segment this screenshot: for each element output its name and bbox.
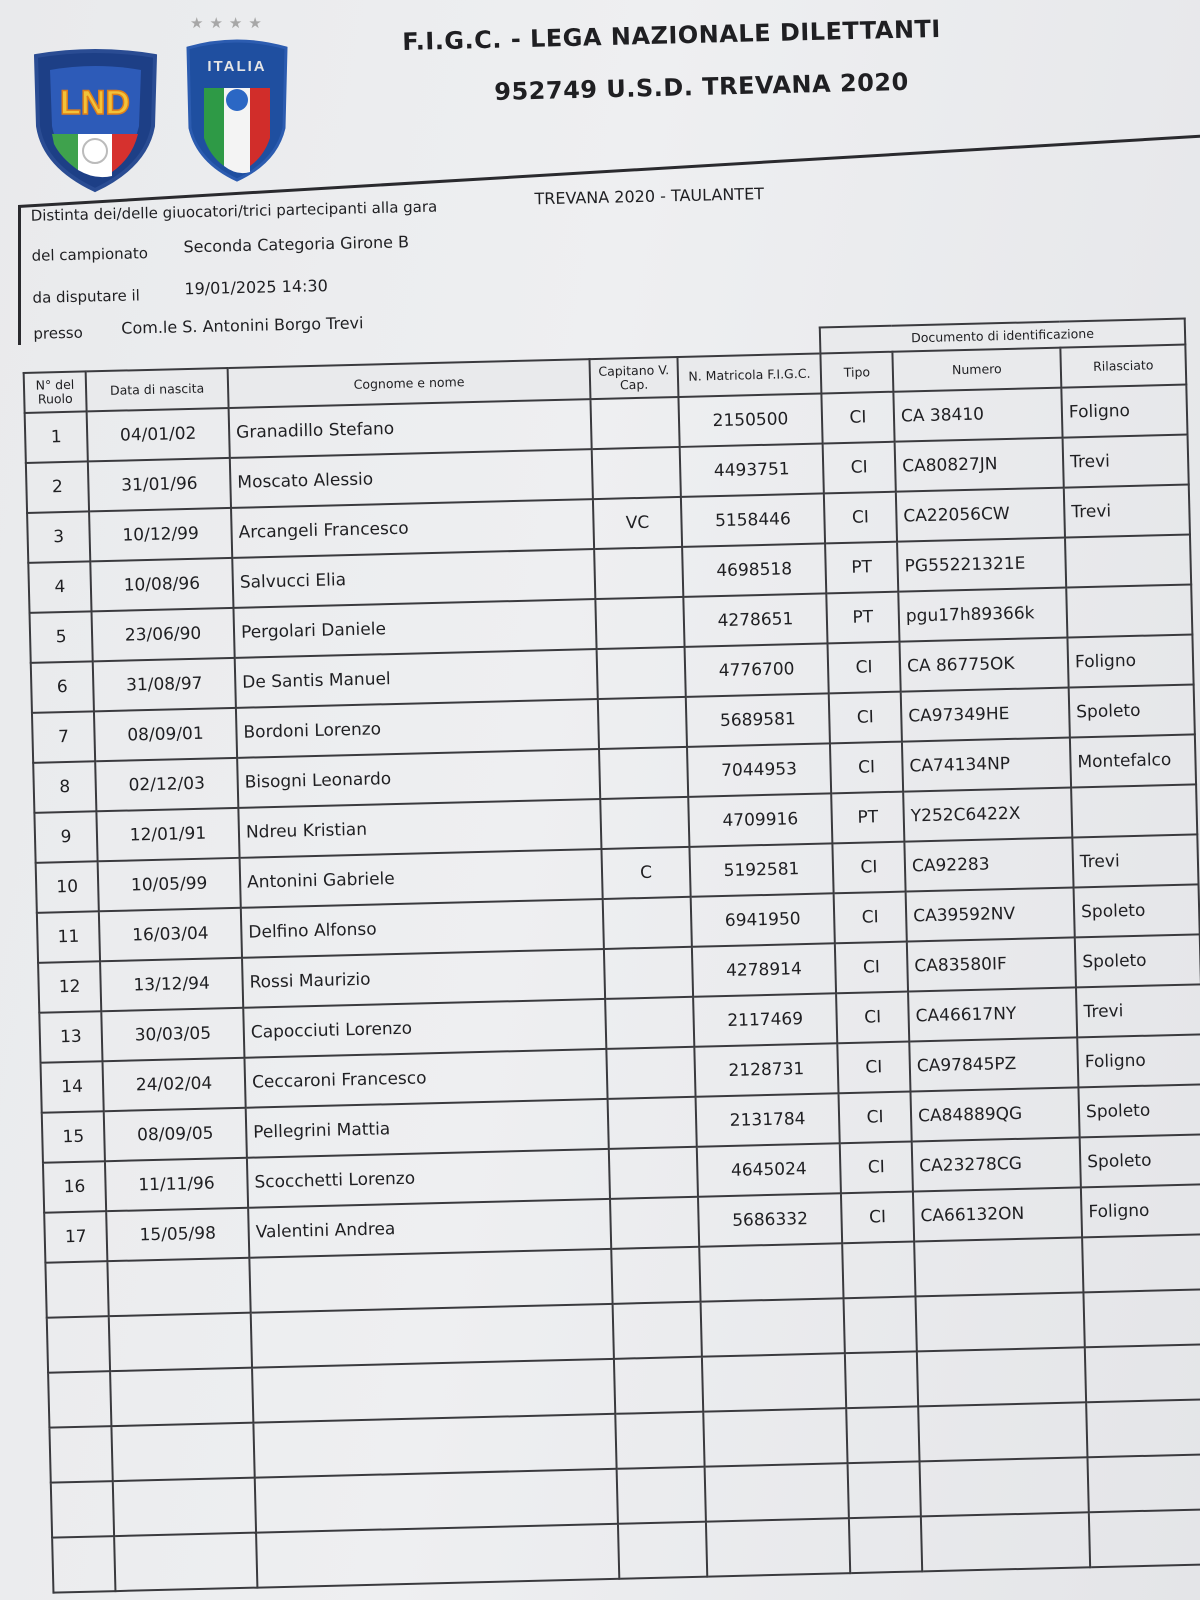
dob-cell: 10/05/99 — [98, 858, 241, 911]
doc-type-cell: PT — [831, 792, 904, 844]
captain-cell: VC — [593, 497, 682, 549]
col-matricola: N. Matricola F.I.G.C. — [677, 353, 821, 396]
campionato-value: Seconda Categoria Girone B — [183, 232, 410, 257]
col-ruolo: N° del Ruolo — [24, 371, 87, 413]
doc-number-cell: CA39592NV — [906, 887, 1075, 941]
dob-cell: 08/09/05 — [104, 1108, 247, 1161]
matricola-cell: 5192581 — [689, 843, 833, 896]
doc-number-cell: CA 86775OK — [899, 638, 1068, 692]
col-nome: Cognome e nome — [228, 359, 591, 408]
captain-cell — [603, 897, 692, 949]
captain-cell — [592, 447, 681, 499]
matricola-cell: 5686332 — [698, 1193, 842, 1246]
blank-cell — [1085, 1344, 1200, 1402]
doc-type-cell: CI — [823, 442, 896, 494]
name-cell: Moscato Alessio — [230, 449, 593, 508]
issued-by-cell: Trevi — [1072, 834, 1198, 887]
name-cell: Pergolari Daniele — [233, 599, 596, 658]
blank-cell — [256, 1524, 619, 1588]
blank-cell — [915, 1292, 1084, 1351]
blank-cell — [914, 1237, 1083, 1296]
captain-cell: C — [601, 847, 690, 899]
doc-number-cell: PG55221321E — [897, 538, 1066, 592]
presso-label: presso — [33, 323, 83, 343]
blank-cell — [917, 1347, 1086, 1406]
captain-cell — [598, 697, 687, 749]
figc-logo-text: ITALIA — [207, 58, 267, 75]
blank-cell — [48, 1371, 111, 1427]
captain-cell — [597, 647, 686, 699]
col-nascita: Data di nascita — [86, 368, 229, 411]
blank-cell — [109, 1313, 252, 1371]
figc-logo — [182, 16, 292, 184]
ruolo-cell: 12 — [38, 961, 101, 1012]
issued-by-cell: Foligno — [1067, 634, 1193, 687]
blank-cell — [45, 1261, 108, 1317]
issued-by-cell — [1071, 784, 1197, 837]
doc-type-cell: CI — [828, 642, 901, 694]
issued-by-cell: Spoleto — [1074, 884, 1200, 937]
lnd-logo — [28, 48, 163, 193]
issued-by-cell: Spoleto — [1080, 1134, 1200, 1187]
ruolo-cell: 9 — [34, 811, 97, 862]
issued-by-cell: Trevi — [1063, 435, 1189, 488]
matricola-cell: 4709916 — [688, 793, 832, 846]
blank-cell — [52, 1536, 115, 1592]
lnd-logo-text: LND — [60, 84, 130, 122]
blank-cell — [110, 1368, 253, 1426]
doc-number-cell: CA66132ON — [913, 1187, 1082, 1241]
doc-type-cell: PT — [826, 592, 899, 644]
team-subtitle: 952749 U.S.D. TREVANA 2020 — [494, 67, 910, 106]
matricola-cell: 4645024 — [697, 1143, 841, 1196]
blank-cell — [845, 1351, 918, 1408]
issued-by-cell: Spoleto — [1075, 934, 1200, 987]
data-label: da disputare il — [32, 286, 141, 307]
issued-by-cell: Spoleto — [1069, 684, 1195, 737]
blank-cell — [615, 1412, 704, 1469]
name-cell: Granadillo Stefano — [229, 399, 592, 458]
ruolo-cell: 13 — [39, 1011, 102, 1062]
blank-cell — [252, 1359, 615, 1423]
name-cell: Delfino Alfonso — [241, 899, 604, 958]
name-cell: Salvucci Elia — [232, 549, 595, 608]
dob-cell: 12/01/91 — [96, 808, 239, 861]
blank-cell — [842, 1241, 915, 1298]
doc-number-cell: CA80827JN — [895, 438, 1064, 492]
captain-cell — [599, 747, 688, 799]
captain-cell — [608, 1097, 697, 1149]
name-cell: Pellegrini Mattia — [246, 1099, 609, 1158]
issued-by-cell: Trevi — [1064, 485, 1190, 538]
blank-cell — [706, 1518, 850, 1576]
ruolo-cell: 4 — [28, 561, 91, 612]
captain-cell — [595, 597, 684, 649]
blank-cell — [49, 1426, 112, 1482]
doc-type-cell: CI — [840, 1142, 913, 1194]
dob-cell: 08/09/01 — [94, 708, 237, 761]
ruolo-cell: 6 — [31, 661, 94, 712]
col-numero: Numero — [892, 348, 1061, 392]
doc-number-cell: CA84889QG — [910, 1087, 1079, 1141]
issued-by-cell: Montefalco — [1070, 734, 1196, 787]
name-cell: Bisogni Leonardo — [237, 749, 600, 808]
blank-cell — [614, 1357, 703, 1414]
ruolo-cell: 3 — [27, 511, 90, 562]
ruolo-cell: 14 — [41, 1061, 104, 1112]
name-cell: Bordoni Lorenzo — [236, 699, 599, 758]
ruolo-cell: 10 — [36, 861, 99, 912]
matricola-cell: 7044953 — [687, 743, 831, 796]
matricola-cell: 2131784 — [696, 1093, 840, 1146]
matricola-cell: 2128731 — [694, 1043, 838, 1096]
players-table — [22, 318, 1200, 1594]
left-rule — [18, 205, 21, 345]
name-cell: Valentini Andrea — [248, 1199, 611, 1258]
issued-by-cell: Trevi — [1076, 984, 1200, 1037]
blank-cell — [613, 1302, 702, 1359]
blank-cell — [705, 1463, 849, 1521]
ruolo-cell: 16 — [43, 1161, 106, 1212]
doc-type-cell: CI — [837, 1042, 910, 1094]
dob-cell: 16/03/04 — [99, 908, 242, 961]
page-title: F.I.G.C. - LEGA NAZIONALE DILETTANTI — [402, 14, 942, 56]
issued-by-cell: Foligno — [1077, 1034, 1200, 1087]
blank-cell — [114, 1533, 257, 1591]
issued-by-cell: Foligno — [1081, 1184, 1200, 1237]
ruolo-cell: 17 — [44, 1211, 107, 1262]
doc-number-cell: CA 38410 — [893, 388, 1062, 442]
dob-cell: 30/03/05 — [101, 1008, 244, 1061]
dob-cell: 31/08/97 — [93, 658, 236, 711]
captain-cell — [594, 547, 683, 599]
blank-cell — [51, 1481, 114, 1537]
matricola-cell: 4776700 — [685, 643, 829, 696]
doc-type-cell: CI — [832, 842, 905, 894]
ruolo-cell: 8 — [33, 761, 96, 812]
matricola-cell: 4493751 — [680, 443, 824, 496]
dob-cell: 10/12/99 — [89, 508, 232, 561]
ruolo-cell: 1 — [25, 411, 88, 462]
captain-cell — [604, 947, 693, 999]
dob-cell: 13/12/94 — [100, 958, 243, 1011]
ruolo-cell: 7 — [32, 711, 95, 762]
doc-number-cell: CA46617NY — [908, 987, 1077, 1041]
dob-cell: 10/08/96 — [90, 558, 233, 611]
name-cell: Ndreu Kristian — [238, 799, 601, 858]
players-table-wrap — [22, 318, 1200, 1594]
doc-type-cell: CI — [836, 992, 909, 1044]
dob-cell: 23/06/90 — [92, 608, 235, 661]
dob-cell: 04/01/02 — [87, 408, 230, 461]
ruolo-cell: 5 — [30, 611, 93, 662]
blank-cell — [846, 1406, 919, 1463]
captain-cell — [610, 1197, 699, 1249]
data-value: 19/01/2025 14:30 — [184, 276, 328, 299]
captain-cell — [600, 797, 689, 849]
blank-cell — [848, 1461, 921, 1518]
dob-cell: 24/02/04 — [102, 1058, 245, 1111]
gara-value: TREVANA 2020 - TAULANTET — [534, 184, 765, 209]
doc-type-cell: CI — [821, 392, 894, 444]
blank-cell — [47, 1316, 110, 1372]
doc-number-cell: CA23278CG — [912, 1137, 1081, 1191]
matricola-cell: 5689581 — [686, 693, 830, 746]
captain-cell — [609, 1147, 698, 1199]
blank-cell — [920, 1457, 1089, 1516]
doc-number-cell: CA97845PZ — [909, 1037, 1078, 1091]
doc-number-cell: CA97349HE — [901, 688, 1070, 742]
doc-number-cell: Y252C6422X — [903, 788, 1072, 842]
blank-cell — [702, 1353, 846, 1411]
captain-cell — [605, 997, 694, 1049]
ruolo-cell: 15 — [42, 1111, 105, 1162]
captain-cell — [606, 1047, 695, 1099]
matricola-cell: 2117469 — [693, 993, 837, 1046]
doc-number-cell: pgu17h89366k — [898, 588, 1067, 642]
doc-type-cell: CI — [830, 742, 903, 794]
dob-cell: 11/11/96 — [105, 1158, 248, 1211]
name-cell: Capocciuti Lorenzo — [243, 999, 606, 1058]
blank-cell — [1086, 1399, 1200, 1457]
blank-cell — [253, 1414, 616, 1478]
data-line — [32, 276, 328, 307]
name-cell: Antonini Gabriele — [240, 849, 603, 908]
doc-type-cell: CI — [839, 1092, 912, 1144]
doc-type-cell: CI — [835, 942, 908, 994]
blank-cell — [255, 1469, 618, 1533]
blank-cell — [1087, 1454, 1200, 1512]
blank-cell — [1082, 1234, 1200, 1292]
dob-cell: 02/12/03 — [95, 758, 238, 811]
name-cell: Arcangeli Francesco — [231, 499, 594, 558]
doc-number-cell: CA74134NP — [902, 738, 1071, 792]
col-capitano: Capitano V. Cap. — [589, 357, 678, 399]
blank-cell — [618, 1522, 707, 1579]
doc-type-cell: CI — [824, 492, 897, 544]
gara-label: Distinta dei/delle giuocatori/trici partecipanti alla gara — [30, 197, 438, 225]
blank-cell — [699, 1243, 843, 1301]
doc-number-cell: CA92283 — [904, 837, 1073, 891]
doc-type-cell: PT — [825, 542, 898, 594]
matricola-cell: 4278914 — [692, 943, 836, 996]
blank-cell — [617, 1467, 706, 1524]
issued-by-cell — [1065, 535, 1191, 588]
name-cell: Scocchetti Lorenzo — [247, 1149, 610, 1208]
matricola-cell: 6941950 — [691, 893, 835, 946]
blank-cell — [111, 1423, 254, 1481]
blank-cell — [251, 1304, 614, 1368]
doc-group-header: Documento di identificazione — [820, 319, 1186, 354]
blank-cell — [701, 1298, 845, 1356]
blank-cell — [703, 1408, 847, 1466]
ruolo-cell: 11 — [37, 911, 100, 962]
blank-cell — [249, 1249, 612, 1313]
matricola-cell: 4698518 — [682, 543, 826, 596]
blank-cell — [918, 1402, 1087, 1461]
doc-type-cell: CI — [841, 1191, 914, 1243]
doc-type-cell: CI — [834, 892, 907, 944]
blank-cell — [921, 1512, 1090, 1571]
name-cell: Ceccaroni Francesco — [244, 1049, 607, 1108]
matricola-cell: 5158446 — [681, 493, 825, 546]
blank-cell — [1083, 1289, 1200, 1347]
matricola-cell: 2150500 — [678, 393, 822, 446]
col-rilasciato: Rilasciato — [1060, 345, 1186, 388]
stars-icon: ★★★★ — [190, 14, 268, 32]
dob-cell: 31/01/96 — [88, 458, 231, 511]
dob-cell: 15/05/98 — [106, 1208, 249, 1261]
issued-by-cell: Foligno — [1061, 385, 1187, 438]
name-cell: De Santis Manuel — [235, 649, 598, 708]
blank-cell — [113, 1478, 256, 1536]
col-tipo: Tipo — [820, 352, 893, 394]
campionato-line — [31, 232, 410, 265]
ruolo-cell: 2 — [26, 461, 89, 512]
presso-line — [33, 313, 364, 343]
campionato-label: del campionato — [31, 244, 149, 265]
doc-type-cell: CI — [829, 692, 902, 744]
captain-cell — [590, 397, 679, 449]
issued-by-cell — [1066, 585, 1192, 638]
presso-value: Com.le S. Antonini Borgo Trevi — [121, 313, 364, 338]
name-cell: Rossi Maurizio — [242, 949, 605, 1008]
doc-number-cell: CA83580IF — [907, 937, 1076, 991]
blank-cell — [844, 1296, 917, 1353]
blank-cell — [107, 1258, 250, 1316]
issued-by-cell: Spoleto — [1078, 1084, 1200, 1137]
doc-number-cell: CA22056CW — [896, 488, 1065, 542]
blank-cell — [1089, 1509, 1200, 1567]
blank-cell — [611, 1247, 700, 1304]
matricola-cell: 4278651 — [683, 593, 827, 646]
blank-cell — [849, 1516, 922, 1573]
